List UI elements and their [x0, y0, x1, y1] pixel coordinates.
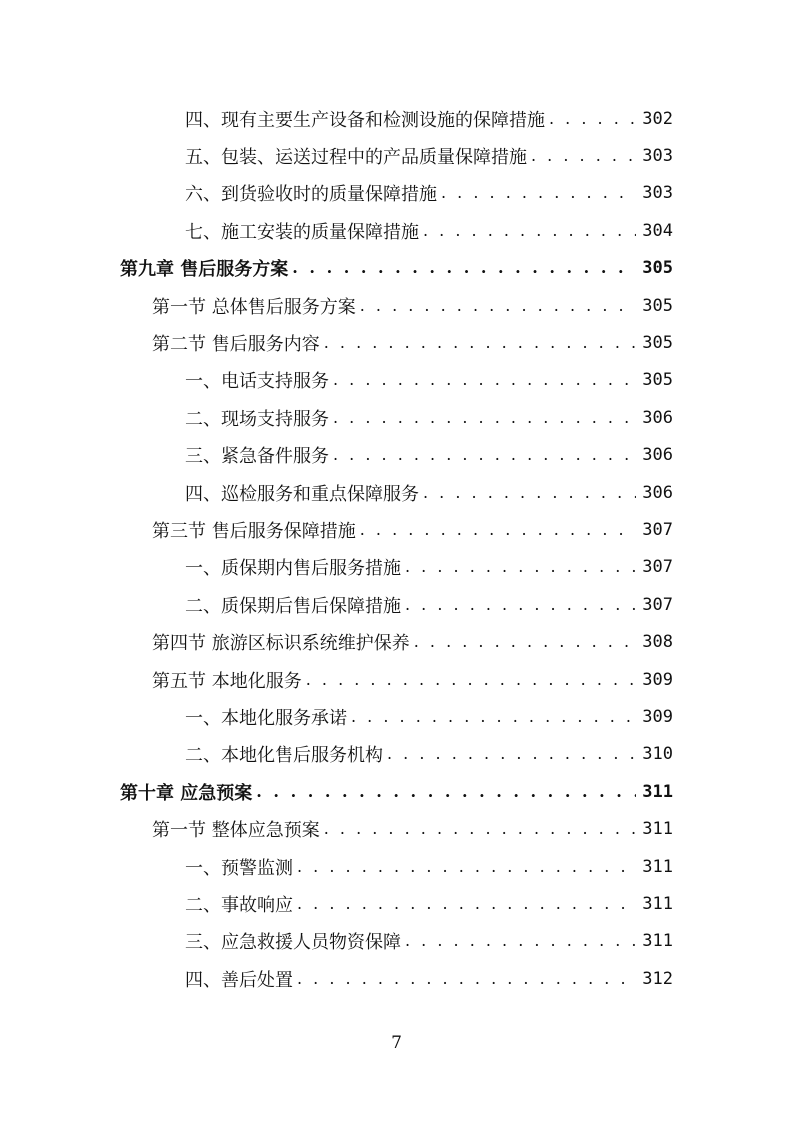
dot-leader: [423, 223, 636, 239]
toc-entry-label: 四、巡检服务和重点保障服务: [185, 483, 419, 505]
toc-entry-page: 306: [642, 482, 673, 503]
toc-subsection-entry[interactable]: [0, 137, 793, 174]
toc-entry-page: 306: [642, 407, 673, 428]
dot-leader: [333, 410, 636, 426]
toc-entry-page: 305: [642, 370, 673, 391]
toc-entry-label: 六、到货验收时的质量保障措施: [185, 184, 437, 206]
toc-subsection-entry[interactable]: [0, 923, 793, 960]
toc-entry-page: 311: [642, 931, 673, 952]
toc-subsection-entry[interactable]: [0, 437, 793, 474]
toc-entry-page: 305: [642, 295, 673, 316]
toc-entry-label: 三、紧急备件服务: [185, 446, 329, 468]
dot-leader: [441, 185, 636, 201]
toc-section-entry[interactable]: [0, 810, 793, 847]
toc-subsection-entry[interactable]: [0, 362, 793, 399]
dot-leader: [297, 896, 636, 912]
dot-leader: [531, 148, 636, 164]
toc-entry-label: 第二节 售后服务内容: [152, 334, 320, 356]
dot-leader: [297, 859, 636, 875]
dot-leader: [405, 933, 636, 949]
toc-entry-page: 303: [642, 183, 673, 204]
toc-entry-label: 四、善后处置: [185, 969, 293, 991]
toc-entry-page: 310: [642, 744, 673, 765]
toc-subsection-entry[interactable]: [0, 885, 793, 922]
toc-entry-page: 312: [642, 968, 673, 989]
toc-subsection-entry[interactable]: [0, 212, 793, 249]
dot-leader: [387, 746, 636, 762]
table-of-contents: [0, 100, 793, 997]
toc-entry-label: 第十章 应急预案: [120, 782, 253, 804]
dot-leader: [306, 672, 637, 688]
toc-entry-page: 311: [642, 781, 673, 802]
toc-entry-label: 七、施工安装的质量保障措施: [185, 221, 419, 243]
dot-leader: [297, 971, 636, 987]
toc-subsection-entry[interactable]: [0, 960, 793, 997]
toc-entry-label: 五、包装、运送过程中的产品质量保障措施: [185, 147, 527, 169]
dot-leader: [405, 597, 636, 613]
toc-entry-label: 二、现场支持服务: [185, 408, 329, 430]
toc-entry-page: 311: [642, 856, 673, 877]
toc-section-entry[interactable]: [0, 511, 793, 548]
toc-subsection-entry[interactable]: [0, 100, 793, 137]
dot-leader: [292, 260, 636, 276]
toc-entry-page: 302: [642, 108, 673, 129]
toc-entry-page: 308: [642, 632, 673, 653]
toc-entry-page: 305: [642, 333, 673, 354]
dot-leader: [351, 709, 636, 725]
dot-leader: [414, 634, 637, 650]
toc-chapter-entry[interactable]: [0, 250, 793, 287]
toc-subsection-entry[interactable]: [0, 848, 793, 885]
dot-leader: [405, 559, 636, 575]
toc-entry-label: 第三节 售后服务保障措施: [152, 520, 356, 542]
toc-entry-page: 304: [642, 220, 673, 241]
toc-chapter-entry[interactable]: [0, 773, 793, 810]
dot-leader: [333, 372, 636, 388]
toc-entry-label: 第一节 总体售后服务方案: [152, 296, 356, 318]
toc-section-entry[interactable]: [0, 324, 793, 361]
toc-entry-label: 第九章 售后服务方案: [120, 259, 289, 281]
toc-entry-page: 307: [642, 557, 673, 578]
toc-entry-page: 309: [642, 706, 673, 727]
toc-subsection-entry[interactable]: [0, 474, 793, 511]
toc-entry-label: 第四节 旅游区标识系统维护保养: [152, 633, 410, 655]
toc-entry-page: 306: [642, 445, 673, 466]
toc-entry-label: 第五节 本地化服务: [152, 670, 302, 692]
toc-entry-page: 311: [642, 819, 673, 840]
toc-section-entry[interactable]: [0, 287, 793, 324]
toc-entry-label: 一、预警监测: [185, 857, 293, 879]
toc-entry-label: 第一节 整体应急预案: [152, 820, 320, 842]
toc-entry-page: 305: [642, 258, 673, 279]
toc-subsection-entry[interactable]: [0, 175, 793, 212]
toc-section-entry[interactable]: [0, 623, 793, 660]
dot-leader: [256, 784, 636, 800]
toc-entry-page: 307: [642, 519, 673, 540]
toc-subsection-entry[interactable]: [0, 698, 793, 735]
toc-subsection-entry[interactable]: [0, 736, 793, 773]
toc-subsection-entry[interactable]: [0, 549, 793, 586]
dot-leader: [360, 298, 637, 314]
toc-entry-page: 311: [642, 893, 673, 914]
toc-section-entry[interactable]: [0, 661, 793, 698]
toc-entry-label: 一、质保期内售后服务措施: [185, 558, 401, 580]
toc-entry-page: 307: [642, 594, 673, 615]
toc-subsection-entry[interactable]: [0, 586, 793, 623]
toc-entry-page: 309: [642, 669, 673, 690]
dot-leader: [360, 522, 637, 538]
dot-leader: [423, 485, 636, 501]
toc-entry-label: 一、电话支持服务: [185, 371, 329, 393]
dot-leader: [324, 335, 637, 351]
dot-leader: [549, 111, 636, 127]
dot-leader: [324, 821, 637, 837]
toc-entry-page: 303: [642, 146, 673, 167]
toc-entry-label: 三、应急救援人员物资保障: [185, 932, 401, 954]
toc-entry-label: 四、现有主要生产设备和检测设施的保障措施: [185, 109, 545, 131]
toc-entry-label: 二、质保期后售后保障措施: [185, 595, 401, 617]
toc-entry-label: 二、本地化售后服务机构: [185, 745, 383, 767]
toc-entry-label: 二、事故响应: [185, 894, 293, 916]
dot-leader: [333, 447, 636, 463]
page-number: 7: [391, 1033, 402, 1053]
toc-entry-label: 一、本地化服务承诺: [185, 707, 347, 729]
toc-subsection-entry[interactable]: [0, 399, 793, 436]
